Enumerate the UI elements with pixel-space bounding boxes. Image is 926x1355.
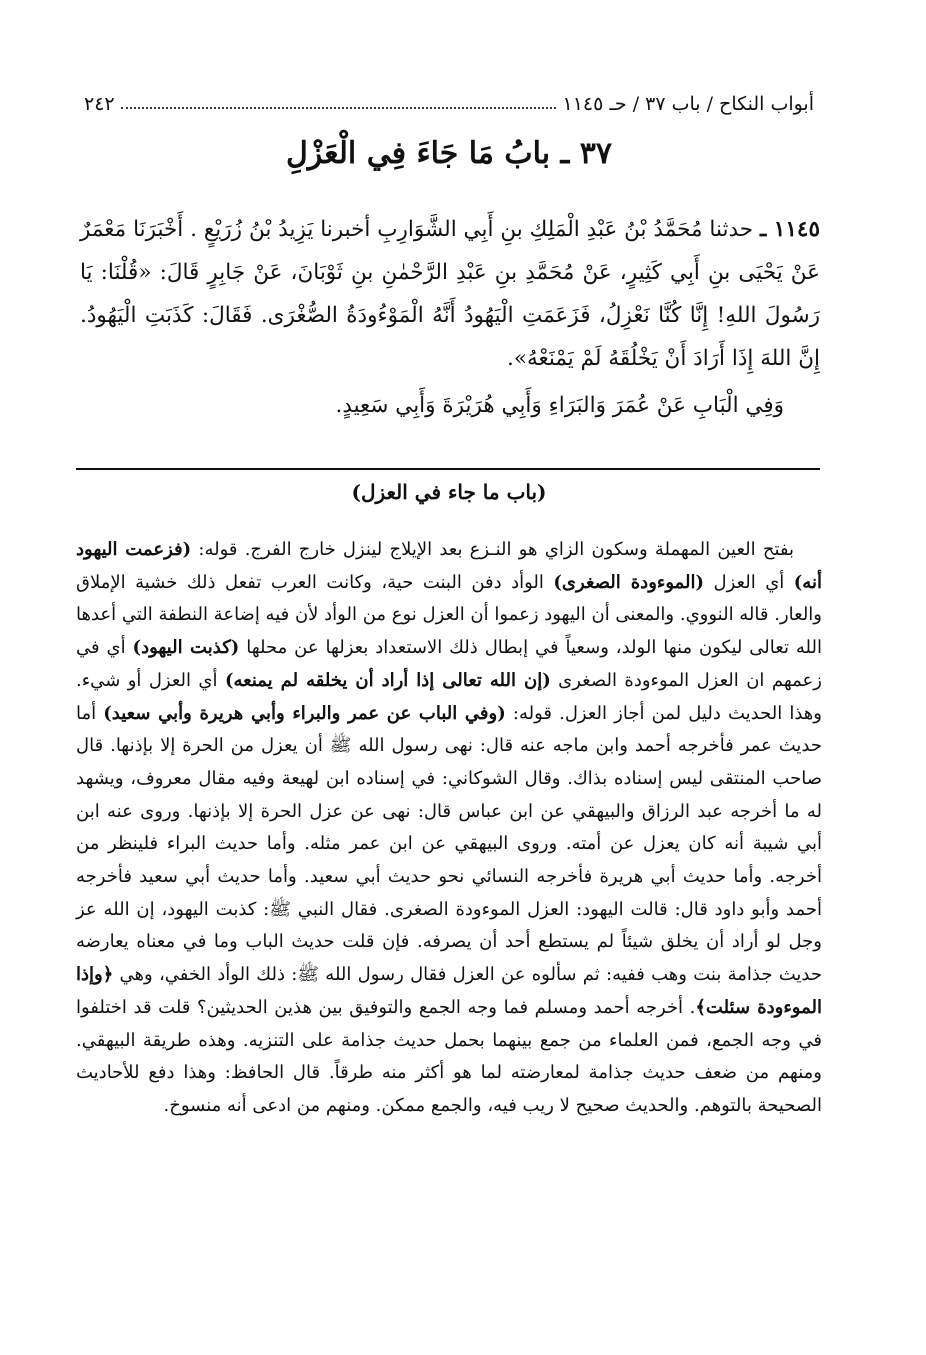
commentary-text: بفتح العين المهملة وسكون الزاي هو النـزع بعد الإيلاج لينزل خارج الفرج. قوله:: [198, 539, 795, 560]
hadith-number: ١١٤٥ ـ: [759, 217, 820, 242]
commentary-text: الوأد دفن البنت حية، وكانت العرب تفعل ذلك خشية الإملاق والعار. قاله النووي. والمعنى أن اليهود زعموا أن العزل نوع من الوأد لأن فيه إضاعة النطفة التي أعدها الله تعالى ليكون منها الولد، وسعياً في إبطال ذلك الاستعداد بعزلها عن محلها: [75, 571, 822, 659]
commentary-text: أي في زعمهم ان العزل الموءودة الصغرى: [76, 637, 822, 691]
commentary-quote: (إن الله تعالى إذا أراد أن يخلقه لم يمنعه): [224, 669, 551, 691]
running-header: [76, 86, 822, 122]
commentary-text: أي العزل: [713, 571, 785, 593]
commentary-quote: (كذبت اليهود): [132, 637, 240, 659]
commentary-heading: (باب ما جاء في العزل): [351, 480, 547, 504]
commentary-paragraph: [76, 534, 822, 1123]
leader-dots: [121, 107, 557, 109]
commentary-quote: (وفي الباب عن عمر والبراء وأبي هريرة وأبي سعيد): [103, 702, 506, 724]
hadith-block: [80, 208, 820, 427]
divider-line: [76, 468, 820, 470]
commentary-quote: (الموءودة الصغرى): [553, 571, 705, 593]
chapter-title: ٣٧ ـ بابُ مَا جَاءَ فِي الْعَزْلِ: [285, 136, 613, 171]
commentary-block: [76, 534, 822, 1123]
hadith-also-in: وَفِي الْبَابِ عَنْ عُمَرَ وَالبَرَاءِ وَأَبِي هُرَيْرَةَ وَأَبِي سَعِيدٍ.: [335, 393, 784, 418]
commentary-text: . أخرجه أحمد ومسلم فما وجه الجمع والتوفيق بين هذين الحديثين؟ قلت قد اختلفوا في وجه الجمع، فمن العلماء من جمع بينهما بحمل حديث جذامة على التنزيه. وهذه طريقة البيهقي. ومنهم من ضعف حديث جذامة لمعارضته لما هو أكثر منه طرقاً. قال الحافظ: وهذا دفع للأحاديث الصحيحة بالتوهم. والحديث صحيح لا ريب فيه، والجمع ممكن. ومنهم من ادعى أنه منسوخ.: [76, 996, 822, 1116]
commentary-text: أي العزل أو شيء. وهذا الحديث دليل لمن أجاز العزل. قوله:: [76, 669, 822, 724]
page-number: ٢٤٢: [84, 93, 115, 115]
hadith-paragraph: [80, 208, 820, 380]
commentary-quote: ﴿وإذا الموءودة سئلت﴾: [76, 964, 822, 1018]
commentary-text: أما حديث عمر فأخرجه أحمد وابن ماجه عنه قال: نهى رسول الله ﷺ أن يعزل من الحرة إلا بإذنها. قال صاحب المنتقى ليس إسناده بذاك. وقال الشوكاني: في إسناده ابن لهيعة وفيه مقال معروف، ويشهد له ما أخرجه عبد الرزاق والبيهقي عن ابن عباس قال: نهى عن عزل الحرة إلا بإذنها. وروى عنه ابن أبي شيبة أنه كان يعزل عن أمته. وروى البيهقي عن ابن عمر مثله. وأما حديث البراء فلينظر من أخرجه. وأما حديث أبي هريرة فأخرجه النسائي نحو حديث أبي سعيد. وأما حديث أبي سعيد فأخرجه أحمد وأبو داود قال: قالت اليهود: العزل الموءودة الصغرى. فقال النبي ﷺ: كذبت اليهود، إن الله عز وجل لو أراد أن يخلق شيئاً لم يستطع أحد أن يصرفه. فإن قلت حديث الباب وما في معناه يعارضه حديث جذامة بنت وهب ففيه: ثم سألوه عن العزل فقال رسول الله ﷺ: ذلك الوأد الخفي، وهي: [76, 702, 822, 986]
hadith-text: حدثنا مُحَمَّدُ بْنُ عَبْدِ الْمَلِكِ بنِ أَبِي الشَّوَارِبِ أخبرنا يَزِيدُ بْنُ زُرَيْعٍ . أَخْبَرَنَا مَعْمَرٌ عَنْ يَحْيَى بنِ أَبِي كَثِيرٍ، عَنْ مُحَمَّدِ بنِ عَبْدِ الرَّحْمٰنِ بنِ ثَوْبَانَ، عَنْ جَابِرٍ قَالَ: «قُلْنَا: يَا رَسُولَ اللهِ! إِنَّا كُنَّا نَعْزِلُ، فَزَعَمَتِ الْيَهُودُ أَنَّهُ الْمَوْءُودَةُ الصُّغْرَى. فَقَالَ: كَذَبَتِ الْيَهُودُ. إِنَّ اللهَ إِذَا أَرَادَ أَنْ يَخْلُقَهُ لَمْ يَمْنَعْهُ».: [80, 217, 820, 371]
commentary-quote: (فزعمت اليهود أنه): [76, 539, 822, 593]
running-title: أبواب النكاح / باب ٣٧ / حـ ١١٤٥: [562, 93, 814, 115]
